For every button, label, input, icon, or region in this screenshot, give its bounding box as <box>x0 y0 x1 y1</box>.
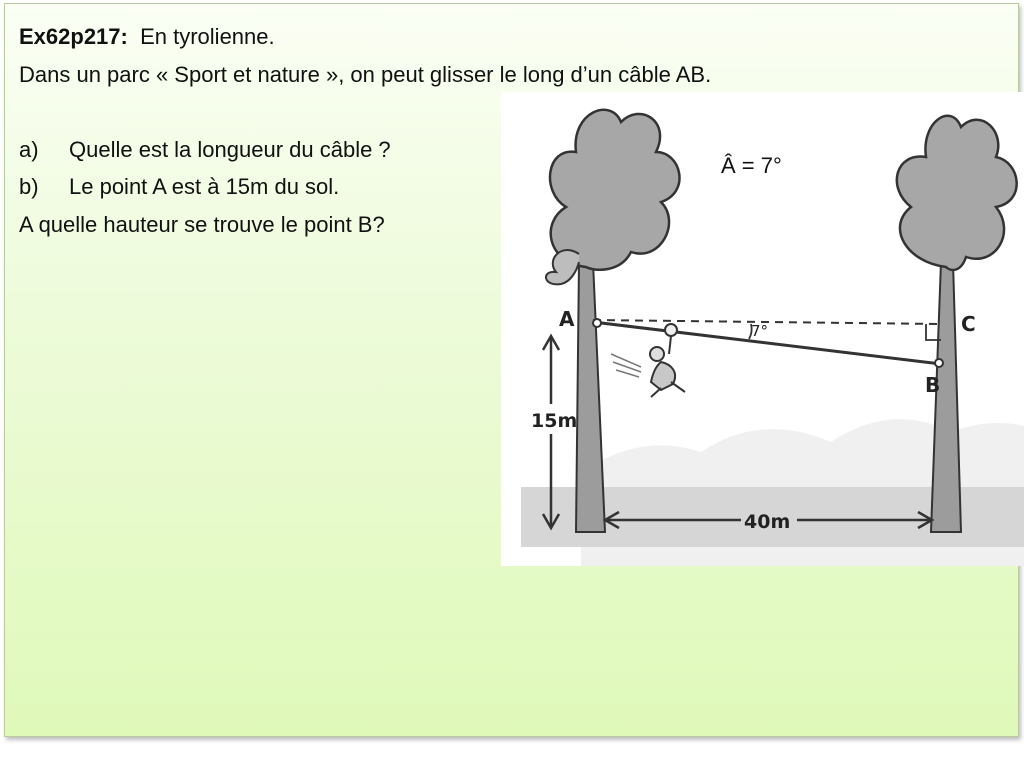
anchor-a <box>593 319 601 327</box>
slide-canvas <box>4 3 1019 737</box>
exercise-title <box>19 18 711 56</box>
label-point-b: B <box>925 373 941 397</box>
label-angle: 7° <box>751 322 769 340</box>
label-distance: 40m <box>744 511 791 533</box>
question-a-marker: a) <box>19 136 39 162</box>
question-b-marker: b) <box>19 174 39 199</box>
exercise-name: En tyrolienne. <box>140 24 275 49</box>
exercise-number: Ex62p217: <box>19 24 128 49</box>
anchor-b <box>935 359 943 367</box>
label-point-c: C <box>961 312 976 336</box>
intro-line: Dans un parc « Sport et nature », on peut glisser le long d’un câble AB. <box>19 61 712 87</box>
angle-annotation: Â = 7° <box>721 153 782 178</box>
rider-figure <box>611 324 685 397</box>
followup-line: A quelle hauteur se trouve le point B? <box>19 211 385 237</box>
question-a-text: Quelle est la longueur du câble ? <box>69 136 391 162</box>
label-point-a: A <box>559 307 575 331</box>
question-b-text: Le point A est à 15m du sol. <box>69 174 340 199</box>
label-height: 15m <box>531 410 578 432</box>
